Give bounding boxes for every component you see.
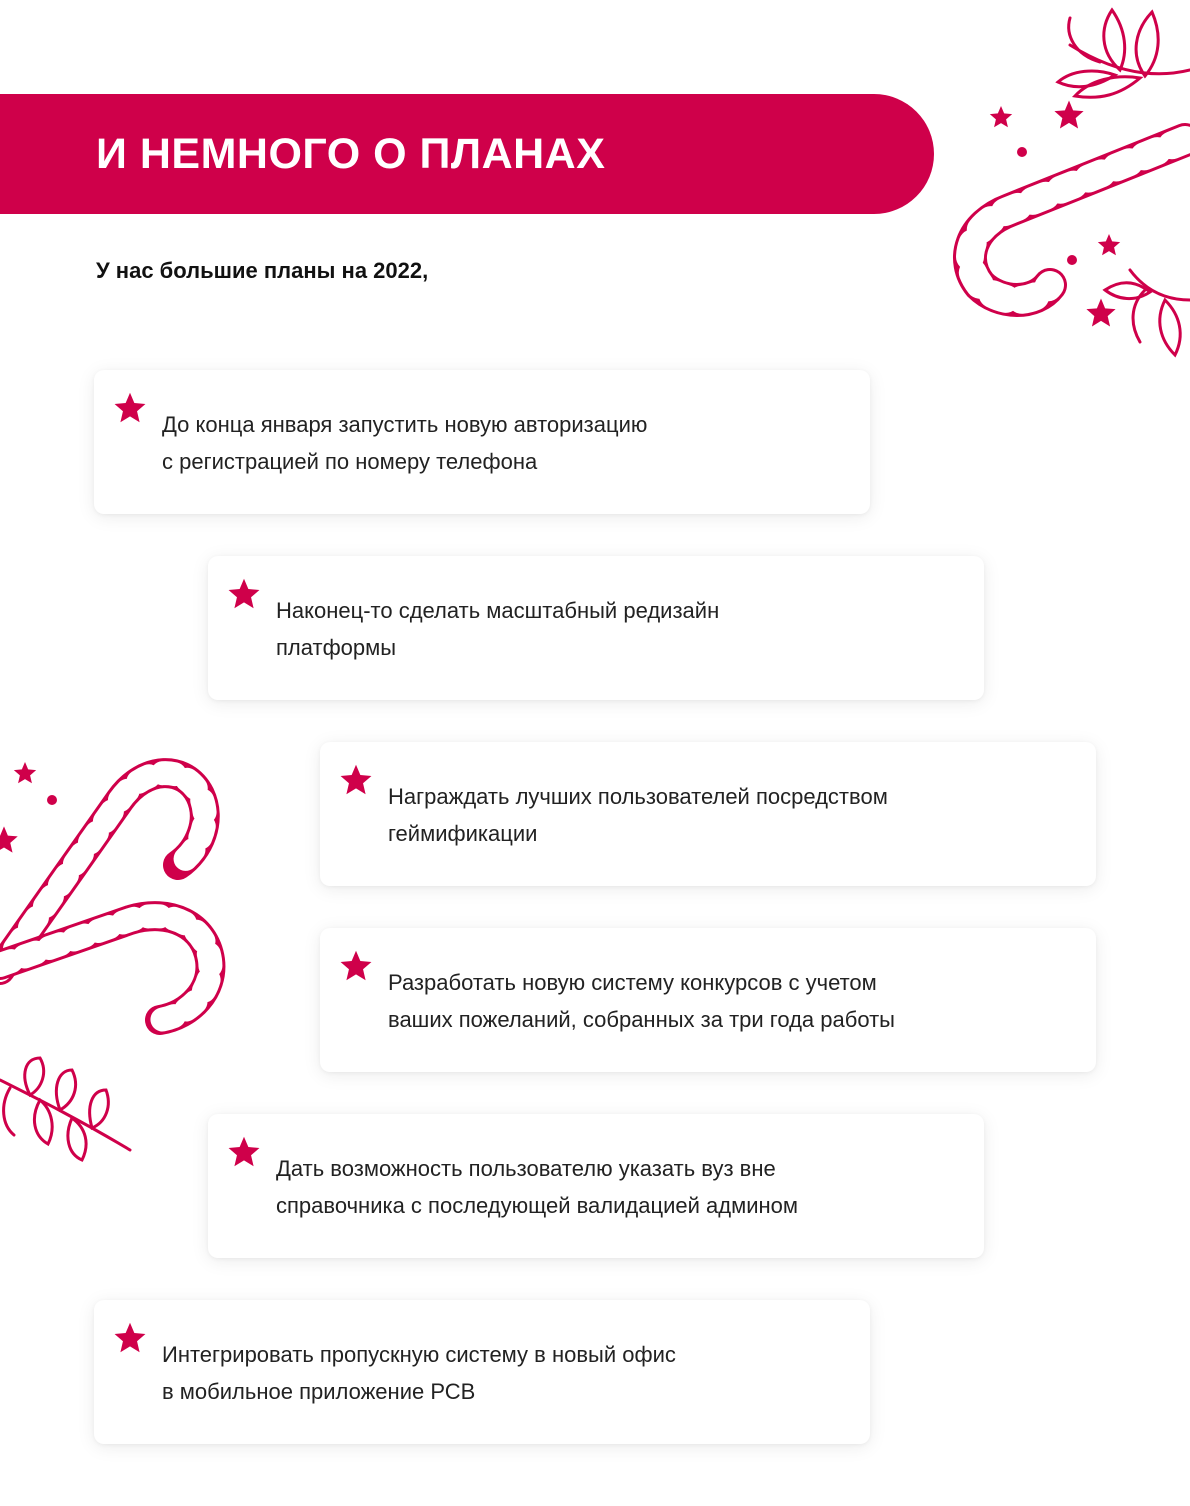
plan-card [94, 370, 870, 514]
star-icon [112, 1320, 148, 1356]
plan-text: Наконец-то сделать масштабный редизайн платформы [276, 598, 720, 660]
star-icon [1086, 299, 1115, 327]
header-banner [0, 94, 934, 214]
plan-text: Интегрировать пропускную систему в новый офис в мобильное приложение РСВ [162, 1342, 676, 1404]
candy-cane-icon [970, 140, 1185, 300]
star-icon [112, 390, 148, 426]
plan-card [208, 1114, 984, 1258]
star-icon [226, 576, 262, 612]
star-icon [14, 762, 36, 783]
plan-card [320, 928, 1096, 1072]
star-icon [338, 948, 374, 984]
star-icon [1054, 101, 1083, 129]
star-icon [1098, 234, 1120, 255]
candy-cane-icon [0, 773, 210, 1020]
intro-text: У нас большие планы на 2022, [96, 258, 429, 283]
plan-card [208, 556, 984, 700]
star-icon [226, 1134, 262, 1170]
plan-text: Разработать новую систему конкурсов с учетом ваших пожеланий, собранных за три года работы [388, 970, 895, 1032]
plan-card [94, 1300, 870, 1444]
plan-text: Дать возможность пользователю указать вуз вне справочника с последующей валидацией админом [276, 1156, 799, 1218]
star-icon [338, 762, 374, 798]
star-icon [0, 826, 18, 852]
branch-icon [0, 1058, 130, 1160]
plan-card [320, 742, 1096, 886]
decoration-top-right [940, 0, 1190, 360]
page-title: И НЕМНОГО О ПЛАНАХ [96, 130, 606, 178]
star-icon [990, 106, 1012, 127]
plan-text: Награждать лучших пользователей посредством геймификации [388, 784, 888, 846]
decoration-left [0, 740, 240, 1180]
plan-text: До конца января запустить новую авторизацию с регистрацией по номеру телефона [162, 412, 648, 474]
